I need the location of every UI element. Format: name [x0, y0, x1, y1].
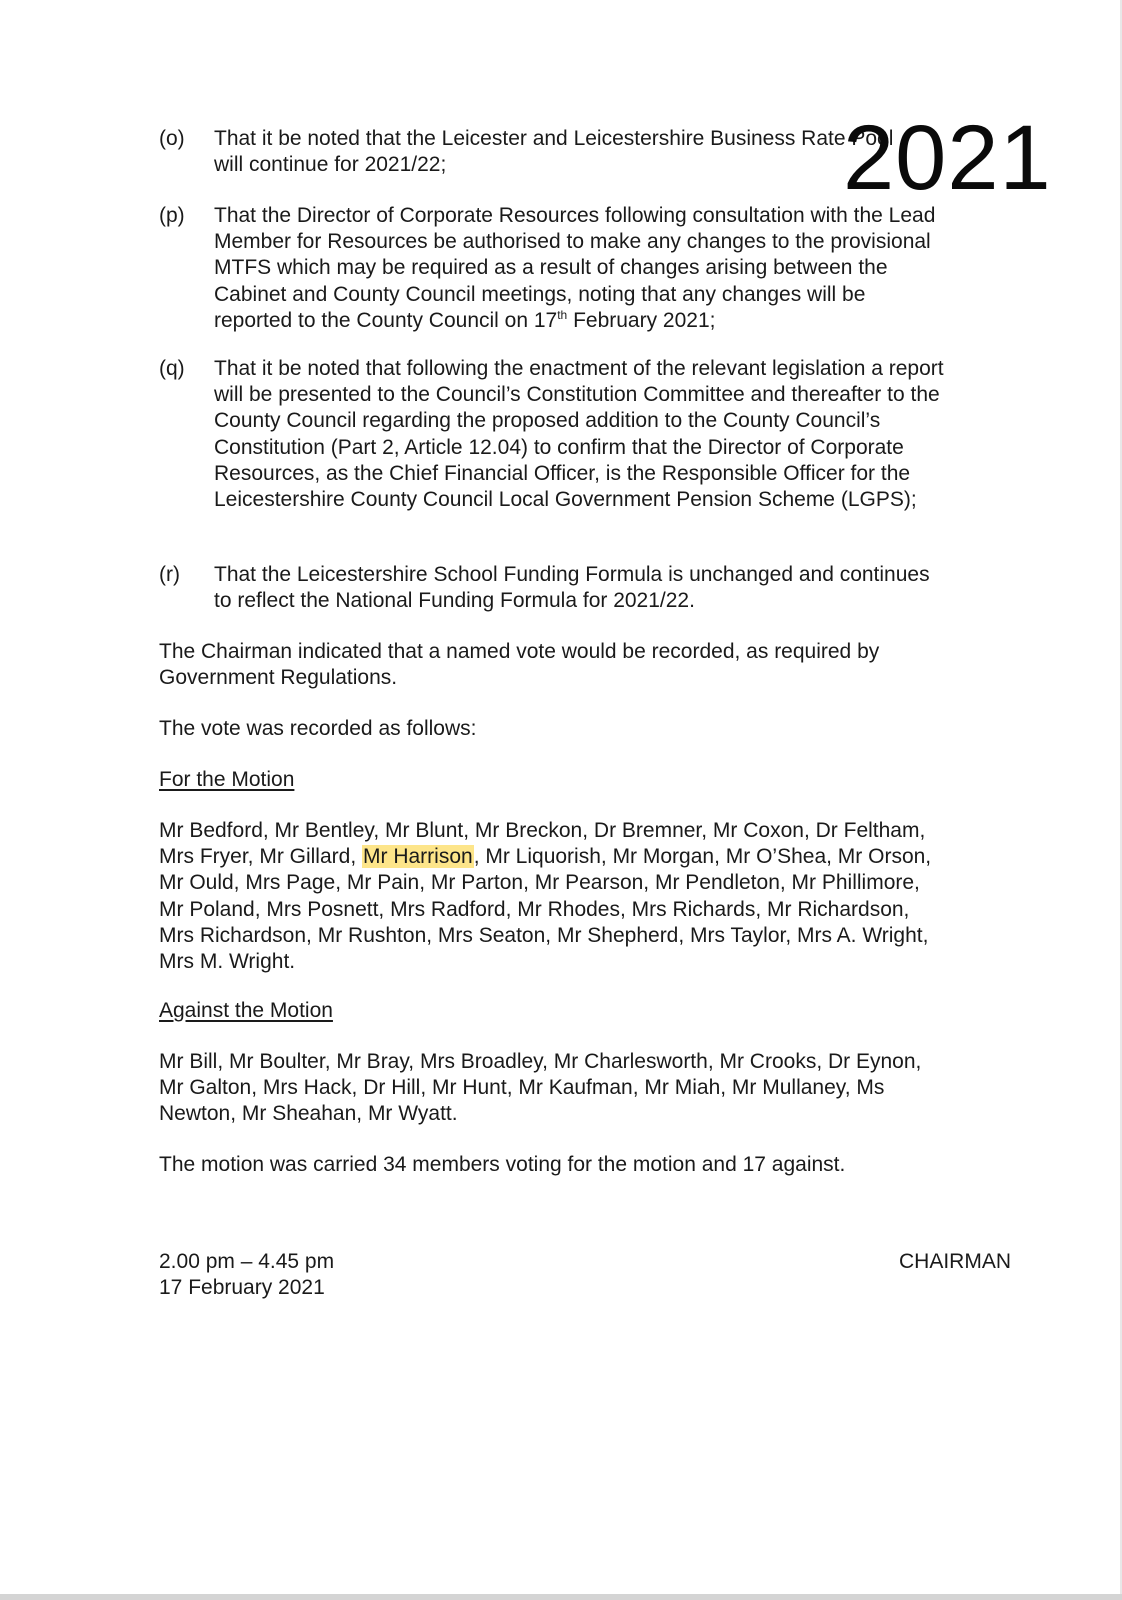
resolution-r: [159, 562, 949, 614]
resolution-text: That the Leicestershire School Funding Formula is unchanged and continues to reflect the National Funding Formula for 2021/22.: [214, 563, 930, 613]
highlighted-name: Mr Harrison: [363, 845, 473, 869]
resolution-text-main: That the Director of Corporate Resources following consultation with the Lead Member for Resources be authorised to make any changes to the provisional MTFS which may be required as a result of changes arising between the Cabinet and County Council meetings, noting that any changes will be reported to the County Council on 17: [214, 204, 936, 332]
for-names-part: , Mr Liquorish, Mr Morgan, Mr O’Shea, Mr Orson, Mr Ould, Mrs Page, Mr Pain, Mr Parton, Mr Pearson, Mr Pendleton, Mr Phillimore, Mr Poland, Mrs Posnett, Mrs Radford, Mr Rhodes, Mrs Richards, Mr Richardson, Mrs Richardson, Mr Rushton, Mrs Seaton, Mr Shepherd, Mrs Taylor, Mrs A. Wright, Mrs M. Wright.: [159, 845, 932, 974]
chairman-label: CHAIRMAN: [899, 1250, 1012, 1273]
resolution-text: That it be noted that following the enactment of the relevant legislation a report will be presented to the Council’s Constitution Committee and thereafter to the County Council regarding the proposed addition to the County Council’s Constitution (Part 2, Article 12.04) to confirm that the Director of Corporate Resources, as the Chief Financial Officer, is the Responsible Officer for the Leicestershire County Council Local Government Pension Scheme (LGPS);: [214, 357, 944, 512]
resolution-marker: (o): [159, 127, 185, 150]
page-bottom-edge: [0, 1594, 1122, 1600]
resolution-o: [159, 126, 949, 178]
ordinal-suffix: th: [557, 307, 568, 322]
vote-recorded-paragraph: The vote was recorded as follows:: [159, 717, 477, 740]
meeting-info: [159, 1249, 334, 1301]
for-motion-heading: For the Motion: [159, 768, 295, 791]
meeting-time: 2.00 pm – 4.45 pm: [159, 1250, 335, 1273]
year-watermark: 2021: [843, 107, 1052, 209]
named-vote-paragraph: The Chairman indicated that a named vote would be recorded, as required by Government Regulations.: [159, 640, 880, 690]
resolution-marker: (r): [159, 563, 180, 586]
against-motion-heading: Against the Motion: [159, 999, 333, 1022]
meeting-date: 17 February 2021: [159, 1276, 325, 1300]
for-motion-names: [159, 818, 949, 975]
resolution-marker: (q): [159, 357, 185, 380]
resolution-text: That it be noted that the Leicester and Leicestershire Business Rate Pool will continue for 2021/22;: [214, 127, 894, 177]
motion-result: The motion was carried 34 members voting for the motion and 17 against.: [159, 1153, 846, 1176]
resolution-p: [159, 203, 949, 334]
for-names-part: Mr Bedford, Mr Bentley, Mr Blunt, Mr Breckon, Dr Bremner, Mr Coxon, Dr Feltham, Mrs Fryer, Mr Gillard,: [159, 819, 926, 869]
resolution-marker: (p): [159, 204, 185, 227]
resolution-text: [214, 203, 949, 334]
resolution-text-end: February 2021;: [567, 308, 716, 332]
against-motion-names: Mr Bill, Mr Boulter, Mr Bray, Mrs Broadley, Mr Charlesworth, Mr Crooks, Dr Eynon, Mr Galton, Mrs Hack, Dr Hill, Mr Hunt, Mr Kaufman, Mr Miah, Mr Mullaney, Ms Newton, Mr Sheahan, Mr Wyatt.: [159, 1050, 922, 1126]
resolution-q: [159, 356, 949, 513]
